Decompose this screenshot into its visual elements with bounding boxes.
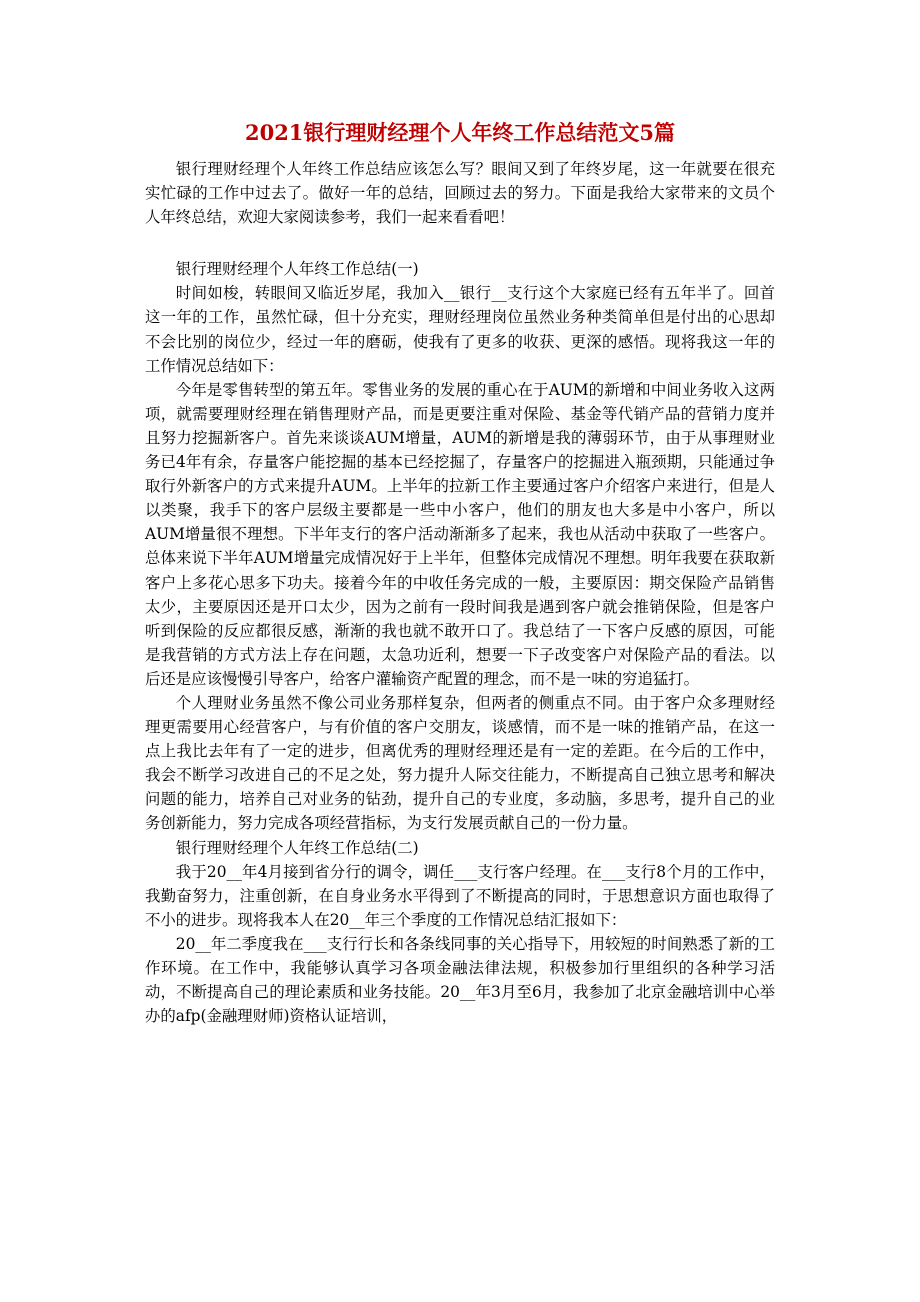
section-1-paragraph-1: 时间如梭，转眼间又临近岁尾，我加入__银行__支行这个大家庭已经有五年半了。回首这一年的工作，虽然忙碌，但十分充实，理财经理岗位虽然业务种类简单但是付出的心思却不会比别的岗位少，经过一年的磨砺，使我有了更多的收获、更深的感悟。现将我这一年的工作情况总结如下： [145,284,775,375]
section-1-paragraph-2: 今年是零售转型的第五年。零售业务的发展的重心在于AUM的新增和中间业务收入这两项，就需要理财经理在销售理财产品，而是更要注重对保险、基金等代销产品的营销力度并且努力挖掘新客户。首先来谈谈AUM增量，AUM的新增是我的薄弱环节，由于从事理财业务已4年有余，存量客户能挖掘的基本已经挖掘了，存量客户的挖掘进入瓶颈期，只能通过争取行外新客户的方式来提升AUM。上半年的拉新工作主要通过客户介绍客户来进行，但是人以类聚，我手下的客户层级主要都是一些中小客户，他们的朋友也大多是中小客户，所以AUM增量很不理想。下半年支行的客户活动渐渐多了起来，我也从活动中获取了一些客户。总体来说下半年AUM增量完成情况好于上半年，但整体完成情况不理想。明年我要在获取新客户上多花心思多下功夫。接着今年的中收任务完成的一般，主要原因：期交保险产品销售太少，主要原因还是开口太少，因为之前有一段时间我是遇到客户就会推销保险，但是客户听到保险的反应都很反感，渐渐的我也就不敢开口了。我总结了一下客户反感的原因，可能是我营销的方式方法上存在问题，太急功近利，想要一下子改变客户对保险产品的看法。以后还是应该慢慢引导客户，给客户灌输资产配置的理念，而不是一味的穷追猛打。 [145,380,775,688]
intro-paragraph: 银行理财经理个人年终工作总结应该怎么写？眼间又到了年终岁尾，这一年就要在很充实忙碌的工作中过去了。做好一年的总结，回顾过去的努力。下面是我给大家带来的文员个人年终总结，欢迎大家阅读参考，我们一起来看看吧！ [145,160,775,227]
document-title: 2021银行理财经理个人年终工作总结范文5篇 [244,120,676,145]
document-body [145,157,775,1028]
section-2-paragraph-1: 我于20__年4月接到省分行的调令，调任___支行客户经理。在___支行8个月的工作中，我勤奋努力，注重创新，在自身业务水平得到了不断提高的同时，于思想意识方面也取得了不小的进步。现将我本人在20__年三个季度的工作情况总结汇报如下： [145,862,775,929]
section-1-paragraph-3: 个人理财业务虽然不像公司业务那样复杂，但两者的侧重点不同。由于客户众多理财经理更需要用心经营客户，与有价值的客户交朋友，谈感情，而不是一味的推销产品，在这一点上我比去年有了一定的进步，但离优秀的理财经理还是有一定的差距。在今后的工作中，我会不断学习改进自己的不足之处，努力提升人际交往能力，不断提高自己独立思考和解决问题的能力，培养自己对业务的钻劲，提升自己的专业度，多动脑，多思考，提升自己的业务创新能力，努力完成各项经营指标，为支行发展贡献自己的一份力量。 [145,693,775,833]
section-2-heading: 银行理财经理个人年终工作总结(二) [175,838,419,857]
paragraph-spacer [145,229,775,257]
section-2-paragraph-2: 20__年二季度我在___支行行长和各条线同事的关心指导下，用较短的时间熟悉了新的工作环境。在工作中，我能够认真学习各项金融法律法规，积极参加行里组织的各种学习活动，不断提高自己的理论素质和业务技能。20__年3月至6月，我参加了北京金融培训中心举办的afp(金融理财师)资格认证培训， [145,934,775,1026]
section-1-heading: 银行理财经理个人年终工作总结(一) [175,260,419,279]
